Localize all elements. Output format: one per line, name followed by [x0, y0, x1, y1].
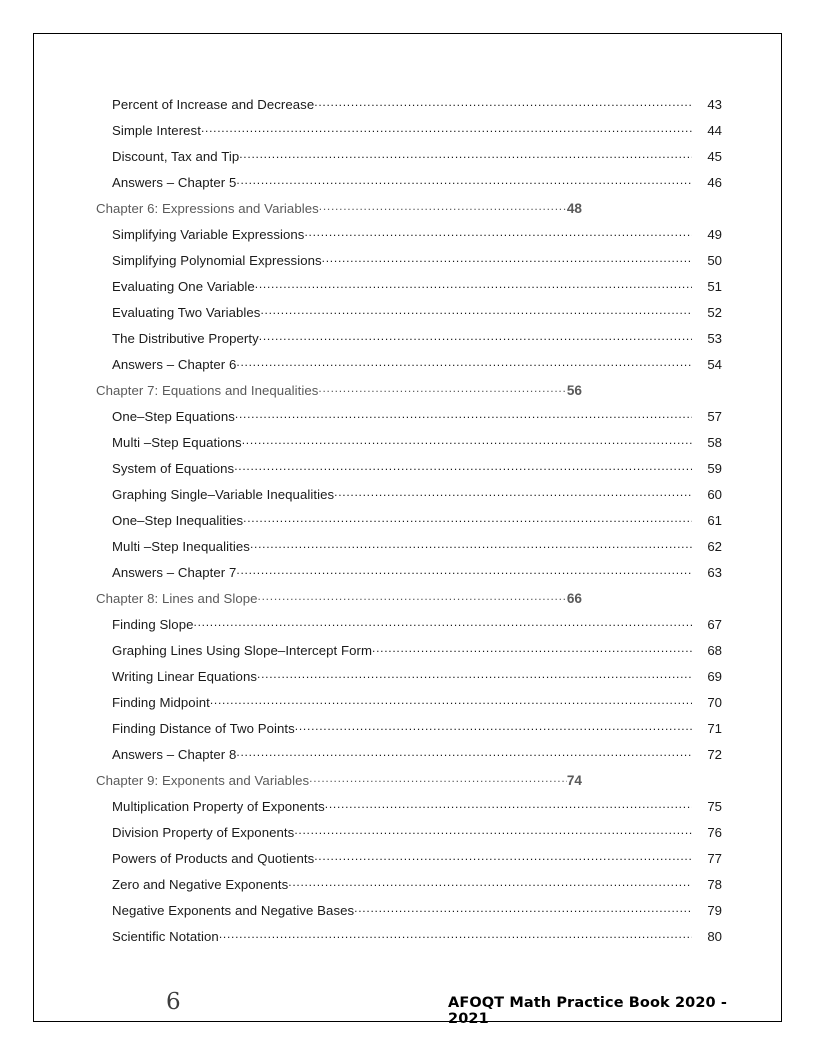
toc-section-label: One–Step Equations — [112, 409, 235, 424]
toc-section-page-number: 58 — [707, 435, 722, 450]
dot-leader — [201, 122, 692, 135]
toc-section-row[interactable] — [96, 720, 722, 746]
toc-section-label: Multi –Step Equations — [112, 435, 242, 450]
toc-section-page-number: 76 — [707, 825, 722, 840]
dot-leader — [295, 720, 692, 733]
toc-section-row[interactable] — [96, 538, 722, 564]
footer-book-title: AFOQT Math Practice Book 2020 - 2021 — [448, 995, 727, 1027]
page-footer — [96, 989, 756, 1029]
toc-section-label: Answers – Chapter 7 — [112, 565, 237, 580]
toc-section-label: Powers of Products and Quotients — [112, 851, 315, 866]
dot-leader — [309, 772, 567, 785]
toc-chapter-page-number: 74 — [566, 773, 582, 788]
toc-section-page-number: 69 — [707, 669, 722, 684]
toc-section-label: Graphing Single–Variable Inequalities — [112, 487, 335, 502]
toc-section-page-number: 54 — [707, 357, 722, 372]
toc-section-page-number: 62 — [707, 539, 722, 554]
toc-section-label: Multiplication Property of Exponents — [112, 799, 325, 814]
toc-section-page-number: 72 — [707, 747, 722, 762]
toc-section-row[interactable] — [96, 512, 722, 538]
toc-section-page-number: 43 — [707, 97, 722, 112]
toc-chapter-row[interactable] — [96, 200, 582, 226]
toc-section-label: Multi –Step Inequalities — [112, 539, 250, 554]
dot-leader — [334, 486, 692, 499]
toc-section-page-number: 46 — [707, 175, 722, 190]
dot-leader — [250, 538, 692, 551]
toc-section-label: Finding Midpoint — [112, 695, 210, 710]
dot-leader — [257, 668, 692, 681]
toc-section-label: System of Equations — [112, 461, 235, 476]
toc-section-label: Answers – Chapter 8 — [112, 747, 237, 762]
toc-section-row[interactable] — [96, 122, 722, 148]
dot-leader — [319, 200, 567, 213]
toc-section-label: Zero and Negative Exponents — [112, 877, 289, 892]
toc-section-row[interactable] — [96, 668, 722, 694]
toc-section-row[interactable] — [96, 850, 722, 876]
dot-leader — [236, 356, 692, 369]
toc-section-page-number: 57 — [707, 409, 722, 424]
toc-section-page-number: 52 — [707, 305, 722, 320]
dot-leader — [258, 590, 567, 603]
dot-leader — [318, 382, 566, 395]
toc-section-page-number: 63 — [707, 565, 722, 580]
toc-section-label: Percent of Increase and Decrease — [112, 97, 315, 112]
toc-section-row[interactable] — [96, 798, 722, 824]
dot-leader — [242, 434, 692, 447]
toc-section-label: Division Property of Exponents — [112, 825, 295, 840]
toc-section-page-number: 44 — [707, 123, 722, 138]
dot-leader — [194, 616, 692, 629]
toc-section-page-number: 51 — [707, 279, 722, 294]
toc-chapter-page-number: 66 — [566, 591, 582, 606]
table-of-contents — [96, 96, 722, 954]
toc-section-page-number: 53 — [707, 331, 722, 346]
toc-chapter-row[interactable] — [96, 382, 582, 408]
toc-section-label: Simplifying Variable Expressions — [112, 227, 305, 242]
toc-section-row[interactable] — [96, 694, 722, 720]
toc-section-row[interactable] — [96, 746, 722, 772]
toc-chapter-label: Chapter 8: Lines and Slope — [96, 591, 258, 606]
toc-section-row[interactable] — [96, 928, 722, 954]
toc-section-row[interactable] — [96, 564, 722, 590]
toc-section-row[interactable] — [96, 408, 722, 434]
toc-section-label: Simplifying Polynomial Expressions — [112, 253, 322, 268]
dot-leader — [314, 96, 692, 109]
toc-section-row[interactable] — [96, 226, 722, 252]
toc-section-label: One–Step Inequalities — [112, 513, 244, 528]
toc-section-page-number: 50 — [707, 253, 722, 268]
toc-section-row[interactable] — [96, 434, 722, 460]
toc-section-label: Evaluating Two Variables — [112, 305, 261, 320]
dot-leader — [239, 148, 692, 161]
toc-section-page-number: 68 — [707, 643, 722, 658]
toc-section-label: Writing Linear Equations — [112, 669, 258, 684]
toc-section-page-number: 70 — [707, 695, 722, 710]
toc-section-label: Evaluating One Variable — [112, 279, 255, 294]
toc-section-label: The Distributive Property — [112, 331, 259, 346]
dot-leader — [219, 928, 692, 941]
toc-chapter-row[interactable] — [96, 590, 582, 616]
dot-leader — [304, 226, 692, 239]
dot-leader — [322, 252, 692, 265]
dot-leader — [210, 694, 692, 707]
toc-section-row[interactable] — [96, 148, 722, 174]
dot-leader — [372, 642, 692, 655]
dot-leader — [234, 460, 692, 473]
toc-section-label: Answers – Chapter 6 — [112, 357, 237, 372]
toc-section-page-number: 75 — [707, 799, 722, 814]
toc-section-page-number: 80 — [707, 929, 722, 944]
dot-leader — [255, 278, 692, 291]
toc-section-page-number: 71 — [707, 721, 722, 736]
dot-leader — [354, 902, 692, 915]
dot-leader — [235, 408, 692, 421]
toc-section-row[interactable] — [96, 304, 722, 330]
toc-section-label: Negative Exponents and Negative Bases — [112, 903, 355, 918]
dot-leader — [259, 330, 692, 343]
dot-leader — [236, 564, 692, 577]
toc-section-row[interactable] — [96, 330, 722, 356]
toc-section-page-number: 78 — [707, 877, 722, 892]
toc-section-row[interactable] — [96, 824, 722, 850]
toc-section-label: Simple Interest — [112, 123, 201, 138]
toc-section-page-number: 79 — [707, 903, 722, 918]
dot-leader — [288, 876, 692, 889]
toc-chapter-page-number: 48 — [566, 201, 582, 216]
toc-chapter-row[interactable] — [96, 772, 582, 798]
dot-leader — [236, 174, 692, 187]
toc-section-label: Finding Distance of Two Points — [112, 721, 295, 736]
dot-leader — [260, 304, 692, 317]
toc-section-label: Discount, Tax and Tip — [112, 149, 240, 164]
toc-section-row[interactable] — [96, 278, 722, 304]
footer-page-number: 6 — [166, 989, 181, 1015]
toc-section-page-number: 67 — [707, 617, 722, 632]
toc-section-row[interactable] — [96, 174, 722, 200]
dot-leader — [294, 824, 692, 837]
dot-leader — [236, 746, 692, 759]
toc-section-row[interactable] — [96, 876, 722, 902]
toc-section-page-number: 45 — [707, 149, 722, 164]
toc-section-row[interactable] — [96, 460, 722, 486]
toc-chapter-label: Chapter 9: Exponents and Variables — [96, 773, 310, 788]
toc-section-row[interactable] — [96, 96, 722, 122]
document-page — [33, 33, 782, 1027]
toc-section-label: Answers – Chapter 5 — [112, 175, 237, 190]
toc-section-page-number: 61 — [707, 513, 722, 528]
toc-section-row[interactable] — [96, 486, 722, 512]
toc-chapter-label: Chapter 7: Equations and Inequalities — [96, 383, 319, 398]
toc-section-label: Graphing Lines Using Slope–Intercept Form — [112, 643, 372, 658]
dot-leader — [325, 798, 692, 811]
toc-section-page-number: 59 — [707, 461, 722, 476]
toc-section-row[interactable] — [96, 902, 722, 928]
toc-section-row[interactable] — [96, 616, 722, 642]
toc-chapter-page-number: 56 — [566, 383, 582, 398]
dot-leader — [243, 512, 692, 525]
toc-section-page-number: 60 — [707, 487, 722, 502]
toc-section-label: Scientific Notation — [112, 929, 219, 944]
toc-section-row[interactable] — [96, 356, 722, 382]
toc-section-label: Finding Slope — [112, 617, 194, 632]
toc-section-row[interactable] — [96, 642, 722, 668]
dot-leader — [314, 850, 692, 863]
toc-chapter-label: Chapter 6: Expressions and Variables — [96, 201, 319, 216]
toc-section-row[interactable] — [96, 252, 722, 278]
toc-section-page-number: 49 — [707, 227, 722, 242]
toc-section-page-number: 77 — [707, 851, 722, 866]
